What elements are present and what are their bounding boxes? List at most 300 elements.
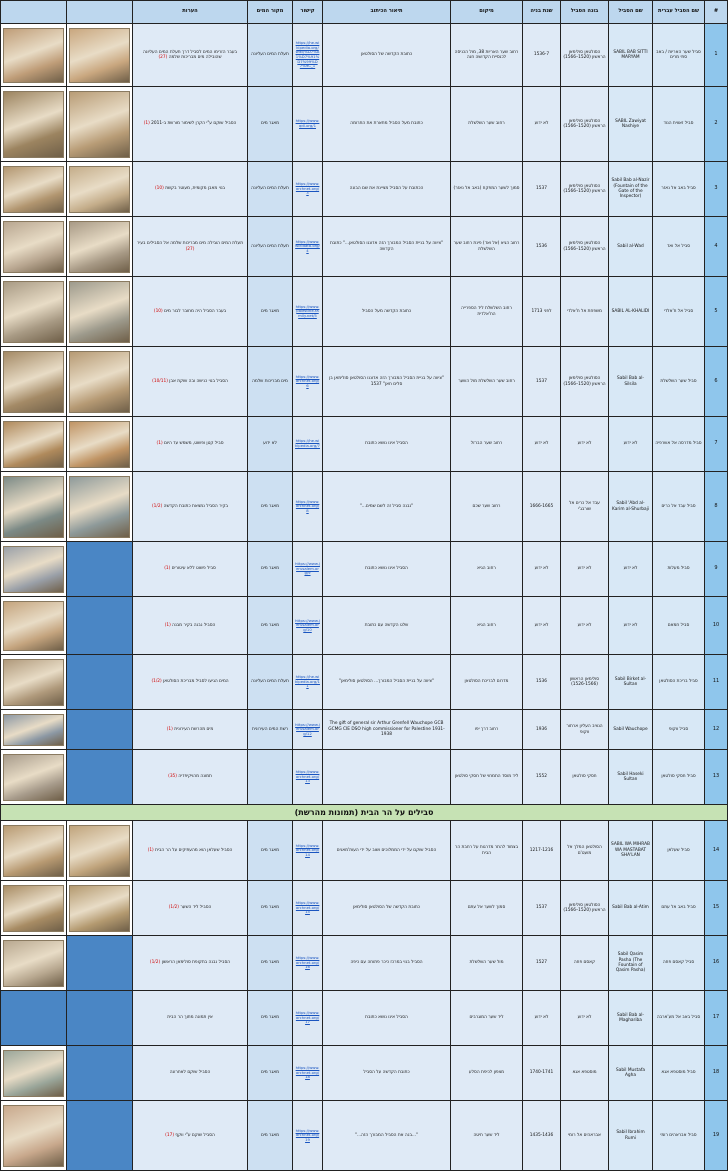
cell-photo-1[interactable] <box>67 655 133 710</box>
cell-photo-1[interactable] <box>67 991 133 1046</box>
cell-hebrew-name[interactable]: סביל מעלות <box>653 542 705 597</box>
header-water-source[interactable]: מקור המים <box>248 1 293 24</box>
notes-text: מים מהרשת העירונית <box>174 726 214 732</box>
sabil-photo[interactable] <box>3 1050 64 1097</box>
cell-sabil-name[interactable]: SABIL WA MIHRAB WA MASTABAT SHA'LAN <box>609 821 653 881</box>
cell-location[interactable]: רחוב שער השלשלת <box>451 87 523 162</box>
cell-notes[interactable] <box>133 277 248 347</box>
cell-hebrew-name[interactable]: סביל אל ואד <box>653 217 705 277</box>
cell-notes[interactable] <box>133 162 248 217</box>
cell-link[interactable]: https://www.jerusalem.org/10 <box>293 597 323 655</box>
cell-builder[interactable]: הסולטאן המלך אל מועט'ם <box>561 821 609 881</box>
cell-hebrew-name[interactable]: סביל שער השלשלת <box>653 347 705 417</box>
cell-photo-2[interactable] <box>1 597 67 655</box>
cell-notes[interactable] <box>133 542 248 597</box>
cell-photo-1[interactable] <box>67 347 133 417</box>
cell-photo-2[interactable] <box>1 217 67 277</box>
cell-notes[interactable] <box>133 417 248 472</box>
cell-builder[interactable]: עבד אל כרים אל שורבג'י <box>561 472 609 542</box>
cell-sabil-name[interactable]: Sabil Birket al-Sultan <box>609 655 653 710</box>
cell-water-source[interactable]: מאגר מים <box>248 597 293 655</box>
row-number[interactable]: 13 <box>705 750 728 805</box>
sabil-photo[interactable] <box>3 601 64 651</box>
cell-inscription[interactable]: The gift of general sir Arthur Grenfell Wauchope GCB GCMG CIE DSO high commissioner for Palestine 1931-1938 <box>323 710 451 750</box>
cell-water-source[interactable]: תעלת המים העליונה <box>248 655 293 710</box>
cell-builder[interactable]: מוסטפא אגא <box>561 1046 609 1101</box>
cell-link[interactable]: https://he.wikipedia.org/wiki/%D7%A1%D7%91%D7%99%D7%9C_1 <box>293 24 323 87</box>
cell-year[interactable]: 1537 <box>523 347 561 417</box>
header-notes[interactable]: הערות <box>133 1 248 24</box>
table-row <box>1 821 728 881</box>
cell-builder[interactable]: הנציב העליון ארתור ווקופ <box>561 710 609 750</box>
cell-photo-1[interactable] <box>67 597 133 655</box>
cell-sabil-name[interactable]: Sabil Ibrahim Rumi <box>609 1101 653 1171</box>
cell-hebrew-name[interactable]: סביל באב אל עתם <box>653 881 705 936</box>
cell-inscription[interactable]: כתובת הקדשה מעל הסביל <box>323 277 451 347</box>
cell-inscription[interactable]: הסביל בנוי במרכז כיכר פתוחה עם כיפה <box>323 936 451 991</box>
cell-photo-2[interactable] <box>1 750 67 805</box>
notes-text: סביל קטן ופשוט, משמש עד היום <box>164 441 224 447</box>
cell-link[interactable]: https://he.wikipedia.org/11 <box>293 655 323 710</box>
row-number[interactable]: 9 <box>705 542 728 597</box>
cell-water-source[interactable]: תעלת המים העליונה <box>248 162 293 217</box>
notes-reference: (1) <box>164 566 171 572</box>
cell-year[interactable]: 1217-1216 <box>523 821 561 881</box>
cell-photo-2[interactable] <box>1 936 67 991</box>
cell-sabil-name[interactable]: Sabil Mustafa Agha <box>609 1046 653 1101</box>
notes-reference: (27) <box>185 246 195 252</box>
notes-text: הסביל נבנה בתקופת סולימאן הראשון <box>161 960 231 966</box>
cell-year[interactable]: 1936 <box>523 710 561 750</box>
cell-year[interactable]: לא ידוע <box>523 991 561 1046</box>
cell-inscription[interactable] <box>323 750 451 805</box>
header-link[interactable]: קישור <box>293 1 323 24</box>
notes-text: בעבר הסביל היה מחובר לבור מים <box>164 308 227 314</box>
cell-hebrew-name[interactable]: סביל חמאם <box>653 597 705 655</box>
cell-inscription[interactable]: "ציווה על בניית הסביל המבורך... הסולטאן סולימאן" <box>323 655 451 710</box>
cell-inscription[interactable]: "...בנה את הסביל המבורך הזה..." <box>323 1101 451 1171</box>
cell-hebrew-name[interactable]: סביל באב אל מע'ארבה <box>653 991 705 1046</box>
cell-photo-2[interactable] <box>1 472 67 542</box>
cell-inscription[interactable]: "נבנה סביל זה לשם שמים..." <box>323 472 451 542</box>
cell-notes[interactable] <box>133 1046 248 1101</box>
cell-water-source[interactable]: מאגר מים <box>248 542 293 597</box>
row-number[interactable]: 8 <box>705 472 728 542</box>
cell-water-source[interactable] <box>248 750 293 805</box>
cell-photo-1[interactable] <box>67 24 133 87</box>
table-row <box>1 417 728 472</box>
cell-hebrew-name[interactable]: סביל מדרסה אל אשרפיה <box>653 417 705 472</box>
cell-location[interactable]: רחוב שער שכם <box>451 472 523 542</box>
cell-builder[interactable]: קאסם פחה <box>561 936 609 991</box>
cell-sabil-name[interactable]: SABIL BAB SITTI MARYAM <box>609 24 653 87</box>
notes-reference: (1/2) <box>149 960 161 966</box>
cell-notes[interactable] <box>133 597 248 655</box>
cell-year[interactable]: לא ידוע <box>523 87 561 162</box>
cell-hebrew-name[interactable]: סביל שער האריות / באב סתי מרים <box>653 24 705 87</box>
row-number[interactable]: 4 <box>705 217 728 277</box>
sabil-photo[interactable] <box>69 281 130 343</box>
header-builder[interactable]: בונה הסביל <box>561 1 609 24</box>
sabil-photo[interactable] <box>3 659 64 706</box>
table-row <box>1 162 728 217</box>
cell-photo-1[interactable] <box>67 881 133 936</box>
sabil-photo[interactable] <box>3 825 64 877</box>
sabil-photo[interactable] <box>69 221 130 273</box>
cell-hebrew-name[interactable]: סביל חסקי סולטאן <box>653 750 705 805</box>
sabil-photo[interactable] <box>69 91 130 158</box>
cell-photo-2[interactable] <box>1 347 67 417</box>
cell-link[interactable]: https://www.archnet.org/18 <box>293 1046 323 1101</box>
cell-photo-2[interactable] <box>1 24 67 87</box>
cell-photo-1[interactable] <box>67 417 133 472</box>
row-number[interactable]: 15 <box>705 881 728 936</box>
cell-inscription[interactable]: הסביל שוקם על ידי הממלוכים ושוב על ידי העות'מאנים <box>323 821 451 881</box>
cell-year[interactable]: 1666-1665 <box>523 472 561 542</box>
header-hebrew-name[interactable]: שם הסביל עברית <box>653 1 705 24</box>
cell-water-source[interactable]: מאגר מים <box>248 821 293 881</box>
cell-location[interactable]: רחוב דרך יפו <box>451 710 523 750</box>
sabil-photo[interactable] <box>69 476 130 538</box>
cell-builder[interactable]: לא ידוע <box>561 597 609 655</box>
row-number[interactable]: 14 <box>705 821 728 881</box>
cell-link[interactable]: https://he.wikipedia.org/7 <box>293 417 323 472</box>
header-num[interactable]: # <box>705 1 728 24</box>
cell-hebrew-name[interactable]: סביל בריכת הסולטאן <box>653 655 705 710</box>
cell-photo-1[interactable] <box>67 277 133 347</box>
cell-location[interactable]: סמוך לשער אל עתם <box>451 881 523 936</box>
cell-photo-2[interactable] <box>1 1101 67 1171</box>
cell-notes[interactable] <box>133 217 248 277</box>
cell-photo-2[interactable] <box>1 821 67 881</box>
cell-year[interactable]: 1527 <box>523 936 561 991</box>
cell-photo-1[interactable] <box>67 1046 133 1101</box>
row-number[interactable]: 3 <box>705 162 728 217</box>
cell-inscription[interactable]: כתובת הקדשה על הסביל <box>323 1046 451 1101</box>
cell-builder[interactable]: משפחת אל ח'אלדי <box>561 277 609 347</box>
cell-inscription[interactable]: הכתובת על הסביל מציינת את שם הבונה <box>323 162 451 217</box>
cell-photo-2[interactable] <box>1 710 67 750</box>
cell-year[interactable]: לא ידוע <box>523 542 561 597</box>
cell-year[interactable]: לא ידוע <box>523 417 561 472</box>
cell-photo-2[interactable] <box>1 655 67 710</box>
sabil-photo[interactable] <box>3 940 64 987</box>
cell-location[interactable]: בצמוד להתר מדרגות על רחבת הר הבית <box>451 821 523 881</box>
cell-photo-1[interactable] <box>67 87 133 162</box>
cell-photo-1[interactable] <box>67 1101 133 1171</box>
cell-photo-1[interactable] <box>67 217 133 277</box>
header-sabil-name[interactable]: שם הסביל <box>609 1 653 24</box>
cell-notes[interactable] <box>133 1101 248 1171</box>
cell-location[interactable]: ליד שער המוגרבים <box>451 991 523 1046</box>
cell-water-source[interactable]: מאגר מים <box>248 277 293 347</box>
header-photo-1[interactable] <box>67 1 133 24</box>
cell-notes[interactable] <box>133 750 248 805</box>
sabil-photo[interactable] <box>69 28 130 83</box>
cell-water-source[interactable]: מאגר מים <box>248 87 293 162</box>
cell-notes[interactable] <box>133 881 248 936</box>
cell-link[interactable]: https://www.archnet.org/16 <box>293 936 323 991</box>
cell-sabil-name[interactable]: Sabil Wauchope <box>609 710 653 750</box>
cell-water-source[interactable]: מאגר מים <box>248 991 293 1046</box>
cell-sabil-name[interactable]: לא ידוע <box>609 542 653 597</box>
cell-notes[interactable] <box>133 710 248 750</box>
cell-sabil-name[interactable]: Sabil Haseki Sultan <box>609 750 653 805</box>
cell-hebrew-name[interactable]: סביל אבראהים רומי <box>653 1101 705 1171</box>
table-row <box>1 991 728 1046</box>
cell-photo-2[interactable] <box>1 417 67 472</box>
cell-photo-2[interactable] <box>1 162 67 217</box>
cell-inscription[interactable]: הסביל אינו נושא כתובת <box>323 542 451 597</box>
cell-hebrew-name[interactable]: סביל שעלאן <box>653 821 705 881</box>
cell-sabil-name[interactable]: Sabil Qasim Pasha (The Fountain of Qasim Pasha) <box>609 936 653 991</box>
cell-builder[interactable]: הסולטאן סולימאן הראשון (1520–1566) <box>561 87 609 162</box>
cell-year[interactable]: 1537 <box>523 162 561 217</box>
cell-photo-1[interactable] <box>67 936 133 991</box>
cell-link[interactable]: https://www.wikidata.org/4 <box>293 217 323 277</box>
cell-location[interactable]: מדרום לבריכת הסולטאן <box>451 655 523 710</box>
cell-photo-2[interactable] <box>1 881 67 936</box>
sabil-photo[interactable] <box>69 825 130 877</box>
row-number[interactable]: 16 <box>705 936 728 991</box>
row-number[interactable]: 12 <box>705 710 728 750</box>
cell-hebrew-name[interactable]: סביל ווקופ <box>653 710 705 750</box>
cell-year[interactable]: 1435-1436 <box>523 1101 561 1171</box>
cell-builder[interactable]: לא ידוע <box>561 991 609 1046</box>
notes-text: הסביל בנוי כנישה ובה שוקת אבן <box>169 378 228 384</box>
header-photo-2[interactable] <box>1 1 67 24</box>
cell-water-source[interactable]: מאגר מים <box>248 881 293 936</box>
row-number[interactable]: 5 <box>705 277 728 347</box>
row-number[interactable]: 2 <box>705 87 728 162</box>
cell-water-source[interactable]: תעלת המים העליונה <box>248 217 293 277</box>
cell-location[interactable]: רחוב הגיא <box>451 542 523 597</box>
cell-hebrew-name[interactable]: סביל עבד אל כרים <box>653 472 705 542</box>
notes-text: בנוי מאבן מקומית, מעוטר בקשת <box>165 186 226 192</box>
sabil-photo[interactable] <box>3 421 64 468</box>
notes-text: תמונה מהויקיפדיה <box>178 774 212 780</box>
cell-hebrew-name[interactable]: סביל קאסם פחה <box>653 936 705 991</box>
cell-notes[interactable] <box>133 472 248 542</box>
cell-water-source[interactable]: תעלת המים העליונה <box>248 24 293 87</box>
section-title[interactable]: סבילים על הר הבית (תמונות מהרשת) <box>1 805 728 821</box>
cell-year[interactable]: לפני 1713 <box>523 277 561 347</box>
cell-photo-2[interactable] <box>1 87 67 162</box>
cell-year[interactable]: 1740-1741 <box>523 1046 561 1101</box>
cell-link[interactable]: https://www.archnet.org/19 <box>293 1101 323 1171</box>
cell-notes[interactable] <box>133 24 248 87</box>
cell-builder[interactable]: לא ידוע <box>561 542 609 597</box>
cell-notes[interactable] <box>133 87 248 162</box>
row-number[interactable]: 19 <box>705 1101 728 1171</box>
table-row <box>1 277 728 347</box>
cell-sabil-name[interactable]: SABIL AL-KHALIDI <box>609 277 653 347</box>
row-number[interactable]: 18 <box>705 1046 728 1101</box>
cell-water-source[interactable]: רשת המים העירונית <box>248 710 293 750</box>
cell-water-source[interactable]: מאגר מים <box>248 1101 293 1171</box>
sabil-photo[interactable] <box>3 1105 64 1167</box>
cell-sabil-name[interactable]: Sabil Bab al-Silsila <box>609 347 653 417</box>
cell-water-source[interactable]: לא ידוע <box>248 417 293 472</box>
cell-photo-2[interactable] <box>1 542 67 597</box>
cell-location[interactable]: רחוב שער הברזל <box>451 417 523 472</box>
cell-photo-1[interactable] <box>67 542 133 597</box>
cell-link[interactable]: https://www.archnet.org/14 <box>293 821 323 881</box>
cell-link[interactable]: https://www.palestine-family.net/5 <box>293 277 323 347</box>
cell-builder[interactable]: אבראהים אל רומי <box>561 1101 609 1171</box>
cell-sabil-name[interactable]: SABIL Zawiyat Nashiye <box>609 87 653 162</box>
table-row <box>1 542 728 597</box>
header-location[interactable]: מיקום <box>451 1 523 24</box>
notes-reference: (10) <box>153 308 163 314</box>
table-row <box>1 87 728 162</box>
cell-year[interactable]: 1536-7 <box>523 24 561 87</box>
cell-photo-2[interactable] <box>1 991 67 1046</box>
sabil-photo[interactable] <box>3 546 64 593</box>
cell-inscription[interactable]: הסביל אינו נושא כתובת <box>323 991 451 1046</box>
cell-sabil-name[interactable]: Sabil 'Abd al-Karim al-Shurbaji <box>609 472 653 542</box>
cell-year[interactable]: 1552 <box>523 750 561 805</box>
cell-location[interactable]: ליד שער חיטה <box>451 1101 523 1171</box>
notes-reference: (1/2) <box>168 905 179 911</box>
cell-year[interactable]: 1536 <box>523 217 561 277</box>
cell-photo-1[interactable] <box>67 821 133 881</box>
cell-water-source[interactable]: מאגר מים <box>248 1046 293 1101</box>
cell-location[interactable]: רחוב שער השלשלת מול השער <box>451 347 523 417</box>
cell-hebrew-name[interactable]: סביל מוסטפא אגא <box>653 1046 705 1101</box>
cell-hebrew-name[interactable]: סביל אל ח'אלדי <box>653 277 705 347</box>
cell-link[interactable]: https://www.archnet.org/3 <box>293 162 323 217</box>
cell-inscription[interactable]: כתובת הקדשה של הסולטאן <box>323 24 451 87</box>
table-row <box>1 1101 728 1171</box>
cell-location[interactable]: רחוב השלשלת ליד הספרייה הח'אלדית <box>451 277 523 347</box>
sabil-photo[interactable] <box>3 351 64 413</box>
sabil-photo[interactable] <box>69 421 130 468</box>
cell-notes[interactable] <box>133 655 248 710</box>
cell-builder[interactable]: הסולטאן סולימאן הראשון (1520–1566) <box>561 347 609 417</box>
cell-link[interactable]: https://www.qdl.org/1 <box>293 87 323 162</box>
cell-inscription[interactable]: "ציווה על בניית הסביל המבורך הזה אדוננו הסולטאן..." כתובת הקדשה <box>323 217 451 277</box>
row-number[interactable]: 11 <box>705 655 728 710</box>
cell-sabil-name[interactable]: לא ידוע <box>609 417 653 472</box>
row-number[interactable]: 7 <box>705 417 728 472</box>
cell-inscription[interactable]: שלט הקדשה עם כתובת <box>323 597 451 655</box>
cell-builder[interactable]: סולימאן הראשון (1526-1566) <box>561 655 609 710</box>
notes-text: בעבר הזרימו המים לסביל דרך תעלת המים העליונה שהובילה מים מבריכות שלמה <box>142 49 238 60</box>
sabil-photo[interactable] <box>3 91 64 158</box>
cell-location[interactable]: ליד מוסד התמחוי של חסקי סולטאן <box>451 750 523 805</box>
table-row <box>1 217 728 277</box>
cell-inscription[interactable]: הסביל אינו נושא כתובת <box>323 417 451 472</box>
cell-inscription[interactable]: כתובת הקדשה של הסולטאן סולימאן <box>323 881 451 936</box>
cell-photo-1[interactable] <box>67 162 133 217</box>
cell-year[interactable]: 1537 <box>523 881 561 936</box>
cell-location[interactable]: רחוב הגיא <box>451 597 523 655</box>
cell-link[interactable]: https://www.archnet.org/15 <box>293 881 323 936</box>
cell-link[interactable]: https://www.archnet.org/6 <box>293 347 323 417</box>
cell-photo-2[interactable] <box>1 1046 67 1101</box>
cell-sabil-name[interactable]: Sabil Bab al-Nazir (Fountain of the Gate of the Inspector) <box>609 162 653 217</box>
sabil-photo[interactable] <box>3 714 64 746</box>
row-number[interactable]: 17 <box>705 991 728 1046</box>
row-number[interactable]: 6 <box>705 347 728 417</box>
cell-hebrew-name[interactable]: סביל זאווית הנוד <box>653 87 705 162</box>
row-number[interactable]: 10 <box>705 597 728 655</box>
sabil-photo[interactable] <box>3 476 64 538</box>
sabil-photo[interactable] <box>3 166 64 213</box>
sabil-photo[interactable] <box>69 885 130 932</box>
notes-reference: (1) <box>156 441 163 447</box>
notes-reference: (27) <box>158 55 168 60</box>
cell-water-source[interactable]: מאגר מים <box>248 936 293 991</box>
cell-sabil-name[interactable]: Sabil Bab al-Atim <box>609 881 653 936</box>
cell-link[interactable]: https://www.archnet.org/13 <box>293 750 323 805</box>
cell-year[interactable]: לא ידוע <box>523 597 561 655</box>
sabil-photo[interactable] <box>69 166 130 213</box>
cell-builder[interactable]: הסולטאן סולימאן הראשון (1520–1566) <box>561 162 609 217</box>
sabil-photo[interactable] <box>69 351 130 413</box>
cell-sabil-name[interactable]: לא ידוע <box>609 597 653 655</box>
cell-inscription[interactable]: "ציווה על בניית הסביל המבורך הזה אדוננו הסולטאן סולימאן בן סלים חאן" 1537 <box>323 347 451 417</box>
header-year[interactable]: שנת בניה <box>523 1 561 24</box>
header-inscription[interactable]: תיאור הכיתוב <box>323 1 451 24</box>
cell-notes[interactable] <box>133 347 248 417</box>
sabil-photo[interactable] <box>3 28 64 83</box>
cell-link[interactable]: https://www.jerusalem.org/12 <box>293 710 323 750</box>
cell-location[interactable]: רחוב שער האריות 38, מול הכניסה לכנסיית הקדושה חנה <box>451 24 523 87</box>
cell-water-source[interactable]: מאגר מים <box>248 472 293 542</box>
notes-reference: (1/2) <box>151 503 163 509</box>
cell-water-source[interactable]: מים מבריכות שלמה <box>248 347 293 417</box>
cell-location[interactable]: סמוך לשער המפקח (באב אל נאזר) <box>451 162 523 217</box>
notes-text: המים הגיעו לסביל מבריכת הסולטאן <box>163 679 229 685</box>
cell-photo-1[interactable] <box>67 750 133 805</box>
sabil-photo[interactable] <box>3 221 64 273</box>
cell-hebrew-name[interactable]: סביל באב אל נאזר <box>653 162 705 217</box>
cell-notes[interactable] <box>133 936 248 991</box>
notes-text: הסביל שעלאן הוא מהעתיקים על הר הבית <box>155 847 233 853</box>
cell-builder[interactable]: לא ידוע <box>561 417 609 472</box>
notes-reference: (10/11) <box>152 378 168 384</box>
cell-notes[interactable] <box>133 991 248 1046</box>
cell-builder[interactable]: הסולטאן סולימאן הראשון (1520–1566) <box>561 217 609 277</box>
cell-sabil-name[interactable]: Sabil Bab al-Maghariba <box>609 991 653 1046</box>
cell-photo-1[interactable] <box>67 710 133 750</box>
cell-link[interactable]: https://www.archnet.org/8 <box>293 472 323 542</box>
cell-location[interactable]: רחוב הגיא (אל ואד) פינת רחוב שער השלשלת <box>451 217 523 277</box>
cell-year[interactable]: 1536 <box>523 655 561 710</box>
notes-reference: (1) <box>166 726 173 732</box>
cell-sabil-name[interactable]: Sabil al-Wad <box>609 217 653 277</box>
cell-link[interactable]: https://www.jerusalem.org/9 <box>293 542 323 597</box>
cell-inscription[interactable]: כתובת מעל הסביל מתארת את התרומה <box>323 87 451 162</box>
row-number[interactable]: 1 <box>705 24 728 87</box>
cell-location[interactable]: מול שער השלשלת <box>451 936 523 991</box>
cell-location[interactable]: מצפון לכיפת הסלע <box>451 1046 523 1101</box>
cell-notes[interactable] <box>133 821 248 881</box>
sabil-photo[interactable] <box>3 885 64 932</box>
cell-photo-1[interactable] <box>67 472 133 542</box>
table-row <box>1 24 728 87</box>
cell-builder[interactable]: הסולטאן סולימאן הראשון (1520–1566) <box>561 881 609 936</box>
cell-link[interactable]: https://www.archnet.org/17 <box>293 991 323 1046</box>
sabil-photo[interactable] <box>3 754 64 801</box>
cell-builder[interactable]: חסקי סולטאן <box>561 750 609 805</box>
cell-photo-2[interactable] <box>1 277 67 347</box>
sabil-photo[interactable] <box>3 281 64 343</box>
notes-text: אין תמונה מתוך הר הבית <box>167 1015 213 1021</box>
cell-builder[interactable]: הסולטאן סולימאן הראשון (1520–1566) <box>561 24 609 87</box>
